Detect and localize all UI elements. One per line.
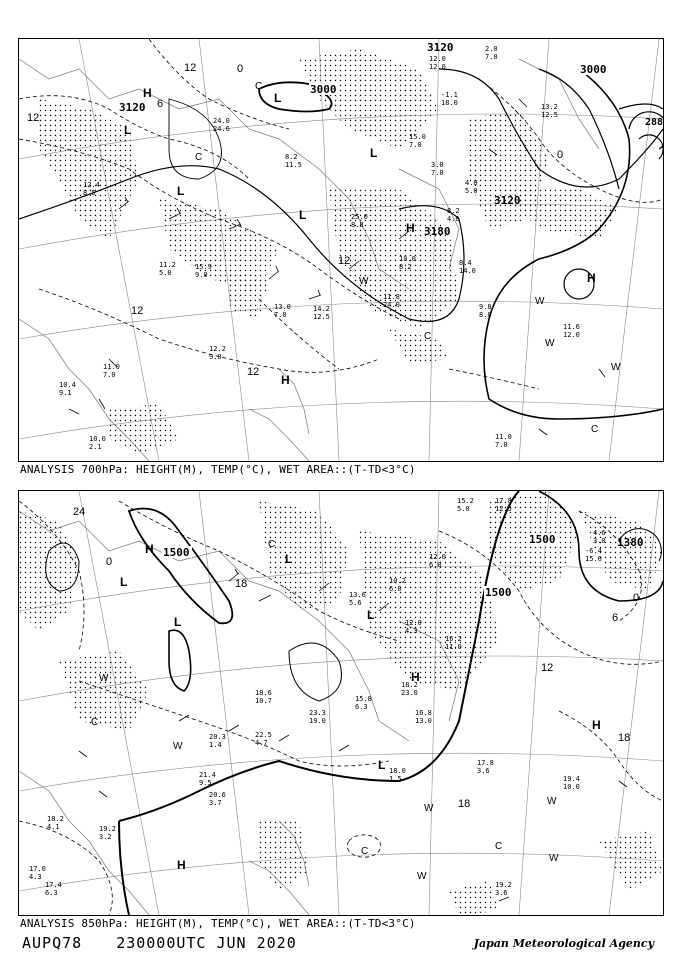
- cold-center-c1: C: [255, 81, 263, 92]
- high-center-h2: H: [411, 670, 420, 684]
- svg-text:21.4: 21.4: [199, 771, 216, 779]
- caption-700hpa: ANALYSIS 700hPa: HEIGHT(M), TEMP(°C), WET AREA::(T-TD<3°C): [20, 463, 416, 476]
- svg-text:10.0: 10.0: [563, 783, 580, 791]
- station-obs: [349, 591, 366, 607]
- isotherm-label-6: 6: [612, 612, 619, 624]
- svg-text:20.6: 20.6: [209, 791, 226, 799]
- low-center-l2: L: [174, 615, 182, 629]
- warm-center-w2: W: [535, 296, 545, 307]
- station-obs: [45, 881, 62, 897]
- svg-text:4.8: 4.8: [465, 179, 478, 187]
- svg-text:3.6: 3.6: [477, 767, 490, 775]
- svg-text:17.0: 17.0: [29, 865, 46, 873]
- isotherm-label-12-e: 12: [247, 366, 260, 378]
- station-obs: [459, 259, 476, 275]
- station-obs: [445, 635, 462, 651]
- svg-text:12.0: 12.0: [429, 553, 446, 561]
- wet-areas: [19, 491, 663, 915]
- station-obs: [495, 433, 512, 449]
- svg-text:7.0: 7.0: [485, 53, 498, 61]
- agency-name: Japan Meteorological Agency: [473, 937, 654, 950]
- warm-center-w1: W: [99, 673, 109, 684]
- svg-text:6.0: 6.0: [429, 561, 442, 569]
- low-center-l3: L: [285, 552, 293, 566]
- svg-text:12.2: 12.2: [209, 345, 226, 353]
- isotherm-label-0-a: 0: [633, 592, 640, 604]
- svg-text:15.9: 15.9: [195, 263, 212, 271]
- isotherm-label-18-c: 18: [618, 732, 631, 744]
- svg-text:12.4: 12.4: [83, 181, 100, 189]
- svg-text:18.0: 18.0: [389, 767, 406, 775]
- low-center-l5: L: [370, 146, 378, 160]
- station-obs: [401, 681, 418, 697]
- svg-text:4.0: 4.0: [447, 215, 460, 223]
- station-obs: [99, 825, 116, 841]
- station-obs: [479, 303, 492, 319]
- station-obs: [415, 709, 432, 725]
- svg-text:9.8: 9.8: [479, 303, 492, 311]
- warm-center-w4: W: [611, 362, 621, 373]
- map-700hpa-canvas: [19, 39, 663, 461]
- low-center-l4: L: [299, 208, 307, 222]
- station-obs: [593, 529, 606, 545]
- svg-text:5.6: 5.6: [349, 599, 362, 607]
- svg-text:24.6: 24.6: [213, 125, 230, 133]
- svg-text:13.6: 13.6: [349, 591, 366, 599]
- isotherm-label-12: 12: [541, 662, 554, 674]
- svg-text:25.0: 25.0: [351, 213, 368, 221]
- station-obs: [477, 759, 494, 775]
- svg-text:12.0: 12.0: [429, 55, 446, 63]
- isotherm-label-18-a: 18: [235, 578, 248, 590]
- svg-text:3.0: 3.0: [593, 537, 606, 545]
- station-obs: [309, 709, 326, 725]
- station-obs: [255, 689, 272, 705]
- svg-text:4.7: 4.7: [255, 739, 268, 747]
- warm-center-w3: W: [424, 803, 434, 814]
- cold-center-c1: C: [268, 539, 276, 550]
- cold-center-c4: C: [591, 424, 599, 435]
- map-panel-850hpa: [18, 490, 664, 916]
- svg-text:12.0: 12.0: [429, 63, 446, 71]
- svg-text:10.0: 10.0: [399, 255, 416, 263]
- svg-text:11.0: 11.0: [445, 643, 462, 651]
- station-obs: [431, 161, 444, 177]
- contour-label-1500-a: 1500: [163, 546, 190, 559]
- svg-text:12.0: 12.0: [405, 619, 422, 627]
- high-center-h4: H: [587, 271, 596, 285]
- chart-datetime: 230000UTC JUN 2020: [116, 934, 297, 952]
- high-center-h2: H: [406, 221, 415, 235]
- svg-text:15.8: 15.8: [355, 695, 372, 703]
- warm-center-w4: W: [547, 796, 557, 807]
- svg-text:10.2: 10.2: [389, 577, 406, 585]
- svg-text:20.3: 20.3: [209, 733, 226, 741]
- svg-text:19.2: 19.2: [99, 825, 116, 833]
- isotherm-label-24: 24: [73, 506, 86, 518]
- svg-text:-6.4: -6.4: [585, 547, 602, 555]
- isotherm-label-0-b: 0: [106, 556, 113, 568]
- svg-text:8.4: 8.4: [459, 259, 472, 267]
- svg-text:18.0: 18.0: [441, 99, 458, 107]
- svg-text:18.2: 18.2: [401, 681, 418, 689]
- isotherm-label-12-a: 12: [184, 62, 197, 74]
- svg-text:-1.1: -1.1: [441, 91, 458, 99]
- warm-center-w6: W: [417, 871, 427, 882]
- station-obs: [355, 695, 372, 711]
- svg-text:15.2: 15.2: [457, 497, 474, 505]
- svg-text:4.1: 4.1: [47, 823, 60, 831]
- high-center-h3: H: [592, 718, 601, 732]
- station-obs: [274, 303, 291, 319]
- svg-text:16.2: 16.2: [445, 635, 462, 643]
- svg-text:11.6: 11.6: [563, 323, 580, 331]
- svg-text:24.0: 24.0: [213, 117, 230, 125]
- svg-text:16.8: 16.8: [415, 709, 432, 717]
- cold-center-c3: C: [495, 841, 503, 852]
- station-obs: [409, 133, 426, 149]
- station-obs: [47, 815, 64, 831]
- svg-text:10.0: 10.0: [89, 435, 106, 443]
- isotherm-label-0-a: 0: [237, 63, 244, 75]
- svg-text:3.7: 3.7: [209, 799, 222, 807]
- contour-label-1380: 1380: [617, 536, 644, 549]
- isotherm-label-12-b: 12: [27, 112, 40, 124]
- caption-850hpa: ANALYSIS 850hPa: HEIGHT(M), TEMP(°C), WET AREA::(T-TD<3°C): [20, 917, 416, 930]
- svg-text:11.8: 11.8: [383, 293, 400, 301]
- warm-center-w5: W: [549, 853, 559, 864]
- svg-text:7.0: 7.0: [431, 169, 444, 177]
- svg-text:13.0: 13.0: [274, 303, 291, 311]
- station-obs: [457, 497, 474, 513]
- svg-text:22.5: 22.5: [255, 731, 272, 739]
- svg-text:2.0: 2.0: [485, 45, 498, 53]
- svg-text:9.0: 9.0: [209, 353, 222, 361]
- contour-label-3000-b: 3000: [580, 63, 607, 76]
- svg-text:13.2: 13.2: [541, 103, 558, 111]
- svg-text:8.8: 8.8: [351, 221, 364, 229]
- svg-text:3.2: 3.2: [99, 833, 112, 841]
- station-obs: [285, 153, 302, 169]
- svg-text:18.2: 18.2: [47, 815, 64, 823]
- chart-footer: [22, 934, 331, 952]
- station-obs: [429, 55, 446, 71]
- svg-text:9.5: 9.5: [199, 779, 212, 787]
- svg-text:8.2: 8.2: [399, 263, 412, 271]
- station-obs: [383, 293, 400, 309]
- station-obs: [89, 435, 106, 451]
- warm-center-w2: W: [173, 741, 183, 752]
- svg-text:14.2: 14.2: [313, 305, 330, 313]
- svg-text:4.3: 4.3: [29, 873, 42, 881]
- map-panel-700hpa: [18, 38, 664, 462]
- svg-text:15.0: 15.0: [409, 133, 426, 141]
- isotherm-label-12-d: 12: [338, 255, 351, 267]
- svg-text:5.0: 5.0: [159, 269, 172, 277]
- svg-text:17.8: 17.8: [477, 759, 494, 767]
- isotherm-label-18-b: 18: [458, 798, 471, 810]
- svg-text:19.4: 19.4: [563, 775, 580, 783]
- station-obs: [563, 323, 580, 339]
- svg-text:18.6: 18.6: [255, 689, 272, 697]
- svg-text:12.5: 12.5: [495, 505, 512, 513]
- svg-text:7.0: 7.0: [409, 141, 422, 149]
- cold-center-c2: C: [195, 152, 203, 163]
- svg-text:10.7: 10.7: [255, 697, 272, 705]
- cold-center-c4: C: [361, 846, 369, 857]
- svg-text:6.0: 6.0: [389, 585, 402, 593]
- svg-text:5.0: 5.0: [457, 505, 470, 513]
- warm-center-w1: W: [359, 276, 369, 287]
- station-obs: [209, 345, 226, 361]
- low-center-l2: L: [124, 123, 132, 137]
- low-center-l4: L: [367, 608, 375, 622]
- svg-text:15.0: 15.0: [585, 555, 602, 563]
- contour-label-3000-a: 3000: [310, 83, 337, 96]
- station-obs: [213, 117, 230, 133]
- svg-text:1.4: 1.4: [209, 741, 222, 749]
- isotherm-label-0-b: 0: [557, 149, 564, 161]
- station-obs: [29, 865, 46, 881]
- svg-text:9.1: 9.1: [59, 389, 72, 397]
- svg-text:11.5: 11.5: [285, 161, 302, 169]
- station-obs: [441, 91, 458, 107]
- svg-text:12.5: 12.5: [313, 313, 330, 321]
- high-center-h1: H: [143, 86, 152, 100]
- isotherm-label-6: 6: [157, 98, 164, 110]
- station-obs: [495, 497, 512, 513]
- svg-text:5.0: 5.0: [465, 187, 478, 195]
- contour-label-1500-b: 1500: [485, 586, 512, 599]
- svg-text:17.4: 17.4: [45, 881, 62, 889]
- svg-text:12.0: 12.0: [563, 331, 580, 339]
- warm-center-w3: W: [545, 338, 555, 349]
- svg-text:24.0: 24.0: [383, 301, 400, 309]
- svg-text:4.3: 4.3: [405, 627, 418, 635]
- svg-text:8.2: 8.2: [447, 207, 460, 215]
- station-obs: [447, 207, 460, 223]
- station-obs: [103, 363, 120, 379]
- high-center-h4: H: [177, 858, 186, 872]
- svg-text:17.8: 17.8: [495, 497, 512, 505]
- station-obs: [313, 305, 330, 321]
- station-obs: [209, 791, 226, 807]
- station-obs: [209, 733, 226, 749]
- station-obs: [465, 179, 478, 195]
- high-center-h3: H: [281, 373, 290, 387]
- station-obs: [541, 103, 558, 119]
- contour-label-3120-a: 3120: [119, 101, 146, 114]
- station-obs: [255, 731, 272, 747]
- cold-center-c3: C: [424, 331, 432, 342]
- svg-text:11.0: 11.0: [103, 363, 120, 371]
- svg-text:2.1: 2.1: [89, 443, 102, 451]
- svg-text:6.3: 6.3: [45, 889, 58, 897]
- svg-text:8.5: 8.5: [83, 189, 96, 197]
- low-center-l1: L: [120, 575, 128, 589]
- svg-text:23.3: 23.3: [309, 709, 326, 717]
- station-obs: [563, 775, 580, 791]
- station-obs: [485, 45, 498, 61]
- high-center-h1: H: [145, 542, 154, 556]
- low-center-l1: L: [274, 91, 282, 105]
- svg-text:3.6: 3.6: [495, 889, 508, 897]
- svg-text:12.5: 12.5: [541, 111, 558, 119]
- svg-text:14.0: 14.0: [459, 267, 476, 275]
- svg-text:6.3: 6.3: [355, 703, 368, 711]
- map-850hpa-canvas: [19, 491, 663, 915]
- svg-text:8.0: 8.0: [479, 311, 492, 319]
- svg-text:8.2: 8.2: [285, 153, 298, 161]
- svg-text:19.0: 19.0: [309, 717, 326, 725]
- wind-barbs: [79, 569, 627, 901]
- svg-text:7.0: 7.0: [495, 441, 508, 449]
- contour-label-288: 288: [645, 117, 663, 128]
- cold-center-c2: C: [91, 717, 99, 728]
- contour-label-3120-b: 3120: [427, 41, 454, 54]
- svg-text:10.4: 10.4: [59, 381, 76, 389]
- svg-text:11.2: 11.2: [159, 261, 176, 269]
- svg-text:9.0: 9.0: [195, 271, 208, 279]
- svg-text:7.0: 7.0: [274, 311, 287, 319]
- chart-code: AUPQ78: [22, 934, 83, 952]
- station-obs: [495, 881, 512, 897]
- isotherm-label-12-c: 12: [131, 305, 144, 317]
- low-center-l5: L: [378, 758, 386, 772]
- low-center-l3: L: [177, 184, 185, 198]
- svg-text:11.0: 11.0: [495, 433, 512, 441]
- station-obs: [585, 547, 602, 563]
- svg-text:1.5: 1.5: [389, 775, 402, 783]
- svg-text:23.0: 23.0: [401, 689, 418, 697]
- contour-label-1500-c: 1500: [529, 533, 556, 546]
- svg-text:19.2: 19.2: [495, 881, 512, 889]
- svg-text:4.6: 4.6: [593, 529, 606, 537]
- station-obs: [59, 381, 76, 397]
- station-obs: [159, 261, 176, 277]
- contour-label-3120-c: 3120: [494, 194, 521, 207]
- svg-text:7.0: 7.0: [103, 371, 116, 379]
- svg-text:13.0: 13.0: [415, 717, 432, 725]
- svg-text:3.0: 3.0: [431, 161, 444, 169]
- contour-label-3180: 3180: [424, 225, 451, 238]
